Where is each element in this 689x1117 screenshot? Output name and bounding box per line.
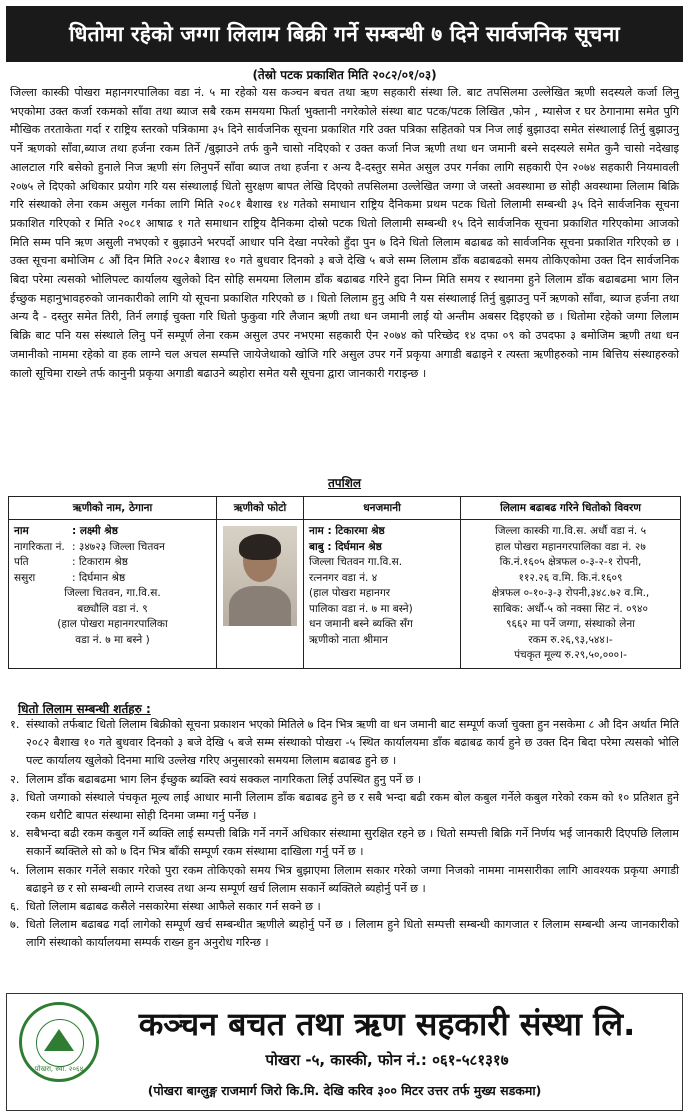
collateral-line-4: ११२.२६ व.मि. कि.नं.१६०९	[518, 571, 623, 584]
cooperative-logo-icon	[19, 1002, 99, 1082]
condition-text: सबैभन्दा बढी रकम कबुल गर्ने ब्यक्ति लाई सम्पत्ती बिक्रि गर्ने नगर्ने अधिकार संस्थामा सुरक्षित रहने छ । धितो सम्पत्ती बिक्रि गर्ने निर्णय भई जानकारी दिएपछि लिलाम सकार्ने ब्यक्तिले सो को ७ दिन भित्र बाँकी सम्पूर्ण रकम संस्थामा दाखिला गर्नु पर्ने छ ।	[26, 827, 679, 859]
conditions-heading: धितो लिलाम सम्बन्धी शर्तहरु :	[18, 702, 151, 716]
husband-value: : टिकाराम श्रेष्ठ	[72, 556, 128, 568]
collateral-line-7: ९६६२ मा पर्ने जग्गा, संस्थाको लेना	[506, 618, 635, 630]
list-item	[10, 898, 679, 916]
guarantor-father: : दिर्घमान श्रेष्ठ	[327, 540, 382, 553]
collateral-line-6: साबिक: अर्धौ-५ को नक्सा सिट नं. ०९४०	[493, 602, 648, 615]
borrower-name-label: नाम	[14, 525, 29, 537]
borrower-cell	[9, 520, 217, 669]
condition-text: धितो जग्गाको संस्थाले पंचकृत मूल्य लाई आधार मानी लिलाम डाँक बढाबढ हुने छ र सबै भन्दा बढी रकम बोल कबुल गर्नेले कबुल गरेको रकम को १० प्रतिशत हुने रकम धरौटि बापत संस्थामा सोही दिनमा जम्मा गर्नु पर्नेछ ।	[26, 790, 679, 823]
list-item	[10, 862, 679, 898]
logo-text: पोखरा, स्था. २०६४	[34, 1065, 84, 1073]
borrower-name-row	[14, 524, 211, 540]
guarantor-line-5: धन जमानी बस्ने ब्यक्ति सँग	[309, 618, 413, 630]
guarantor-name-row	[309, 524, 455, 540]
husband-label: पति	[14, 556, 29, 568]
father-in-law-label: ससुरा	[14, 571, 36, 584]
photo-cell	[217, 520, 304, 669]
guarantor-cell	[304, 520, 461, 669]
condition-number: ५.	[10, 863, 20, 877]
guarantor-line-4: पालिका वडा नं. ७ मा बस्ने)	[309, 602, 413, 615]
list-item	[10, 916, 679, 952]
guarantor-line-6: ऋणीको नाता श्रीमान	[309, 633, 388, 646]
guarantor-father-row	[309, 540, 455, 556]
borrower-father-in-law-row	[14, 571, 211, 587]
collateral-line-2: हाल पोखरा महानगरपालिका वडा नं. २७	[495, 540, 646, 553]
organization-address: पोखरा -५, कास्की, फोन नं.: ०६१-५८१३१७	[265, 1051, 509, 1069]
guarantor-line-2: रत्ननगर वडा नं. ४	[309, 571, 378, 584]
borrower-name: : लक्ष्मी श्रेष्ठ	[72, 525, 118, 537]
citizenship-label: नागरिकता नं.	[14, 540, 65, 553]
borrower-address-1: जिल्ला चितवन, गा.वि.स.	[64, 587, 161, 599]
condition-number: ४.	[10, 827, 20, 841]
table-header-row	[9, 497, 681, 520]
collateral-line-5: क्षेत्रफल ०-१०-३-३ रोपनी,३४८.७२ व.मि.,	[491, 587, 650, 599]
collateral-cell	[461, 520, 681, 669]
borrower-address-3: (हाल पोखरा महानगरपालिका	[57, 618, 168, 630]
condition-text: धितो लिलाम बढाबढ गर्दा लागेको सम्पूर्ण खर्च सम्बन्धीत ऋणीले ब्यहोर्नु पर्ने छ । लिलाम हुने धितो सम्पत्ती सम्बन्धी कागजात र लिलाम सम्बन्धी अन्य जानकारीको लागि संस्थाको कार्यालयमा सम्पर्क राख्न हुन अनुरोध गरिन्छ ।	[26, 918, 679, 950]
condition-text: धितो लिलाम बढाबढ कसैले नसकारेमा संस्था आफैले सकार गर्न सक्ने छ ।	[26, 900, 321, 914]
condition-number: २.	[10, 772, 20, 786]
collateral-line-1: जिल्ला कास्की गा.वि.स. अर्धौ वडा नं. ५	[494, 525, 647, 537]
condition-text: लिलाम डाँक बढाबढमा भाग लिन ईच्छुक ब्यक्ति स्वयं सक्कल नागरिकता लिई उपस्थित हुनु पर्ने छ ।	[26, 772, 422, 786]
collateral-line-9: पंचकृत मूल्य रु.२९,५०,०००।-	[514, 649, 627, 661]
borrower-address-2: बछ्यौलि वडा नं. ९	[77, 602, 148, 615]
borrower-photo	[223, 526, 297, 626]
collateral-line-3: कि.नं.१६०५ क्षेत्रफल ०-३-२-१ रोपनी,	[499, 556, 642, 568]
header-borrower: ऋणीको नाम, ठेगाना	[9, 497, 217, 520]
guarantor-name: : टिकारमा श्रेष्ठ	[327, 525, 385, 537]
header-photo: ऋणीको फोटो	[217, 497, 304, 520]
details-heading: तपशिल	[327, 476, 362, 490]
details-table	[8, 496, 681, 669]
header-collateral: लिलाम बढाबढ गरिने धितोको विवरण	[461, 497, 681, 520]
list-item	[10, 771, 679, 789]
condition-number: ३.	[10, 790, 20, 804]
guarantor-line-3: (हाल पोखरा महानगर	[309, 587, 391, 599]
guarantor-name-label: नाम	[309, 525, 324, 537]
condition-number: ६.	[10, 900, 20, 914]
condition-text: संस्थाको तर्फबाट धितो लिलाम बिक्रीको सूचना प्रकाशन भएको मितिले ७ दिन भित्र ऋणी वा धन जमानी बाट सम्पूर्ण कर्जा चुक्ता हुन नसकेमा ८ औ दिन अर्थात मिति २०८२ बैशाख १० गते बुधवार दिनको ३ बजे देखि ५ बजे सम्म संस्थाको पोखरा -५ स्थित कार्यालयमा डाँक बढाबढ कार्य हुने छ उक्त दिन बिदा परेमा त्यसको भोलि पल्ट कार्यालय खुलेको दिनमा माथि उल्लेख गरिए अनुसारको समयमा लिलाम बढाबढ हुने छ ।	[26, 718, 679, 768]
notice-title: धितोमा रहेको जग्गा लिलाम बिक्री गर्ने सम्बन्धी ७ दिने सार्वजनिक सूचना	[6, 6, 683, 62]
notice-body: जिल्ला कास्की पोखरा महानगरपालिका वडा नं. ५ मा रहेको यस कञ्चन बचत तथा ऋण सहकारी संस्था लि. बाट तपसिलमा उल्लेखित ऋणी सदस्यले कर्जा लिनु भएकोमा उक्त कर्जा रकमको साँवा तथा ब्याज सबै रकम समयमा फिर्ता भुक्तानी नगरेकोले संस्था बाट पटक/पटक लिखित ,फोन , म्यासेज र घर ठेगानामा समेत पुगि मौखिक तरताकेता गर्दा र राष्ट्रिय स्तरको पत्रिकामा ३५ दिने सार्वजनिक सूचना प्रकाशित गरि उक्त पत्रिका सहितको पत्र निज लाई बुझाउदा समेत संस्थालाई तिर्नु बुझाउनु पर्ने ऋणको साँवा,ब्याज तथा हर्जना रकम तिर्ने /बुझाउने तर्फ कुनै चासो नदिएको र उक्त कर्जा निज ऋणी तथा धन जमानी बस्ने सदस्यले समेत कुनै चासो नदेखाइ आलटाल गरि बसेको हुनाले निज ऋणी संग लिनुपर्ने साँवा ब्याज तथा हर्जना र अन्य दै-दस्तुर समेत असुल उपर गर्नका लागि सहकारी ऐन २०७४ सहकारी नियमावली २०७५ ले दिएको अधिकार प्रयोग गरि यस संस्थालाई धितो सुरक्षण बापत लेखि दिएको तपसिलमा उल्लेखित जग्गा जे जस्तो अवस्थामा छ सोही अवस्थामा लिलाम बिक्रि गरि संस्थाको लेना रकम असुल गर्नका लागि मिति २०८१ बैशाख १४ गतेको समाधान राष्ट्रिय दैनिकमा प्रथम पटक धितो लिलामी सम्बन्धी ३५ दिने सार्वजनिक सूचना प्रकाशित गरिएको र मिति २०८१ आषाढ १ गते समाधान राष्ट्रिय दैनिकमा दोस्रो पटक धितो लिलामी सम्बन्धी १५ दिने सार्वजनिक सूचना प्रकाशित गरिएकोमा आजको मिति सम्म पनि ऋण असुली नभएको र बुझाउने भरपर्दो आधार पनि देखा नपरेको हुँदा पुन ७ दिने धितो लिलाम बढाबढ को सार्वजनिक सूचना प्रकाशित गरिएको छ । उक्त सूचना बमोजिम ८ औं दिन मिति २०८२ बैशाख १० गते बुधवार दिनको ३ बजे देखि ५ बजे सम्म लिलाम डाँक बढाबढको समय तोकिएकोमा उक्त दिन सार्वजनिक बिदा परेमा त्यसको भोलिपल्ट कार्यालय खुलेको दिन सोहि समयमा लिलाम डाँक बढाबढ गरिने हुदा निम्न मिति समय र स्थानमा हुने लिलाम डाँक बढाबढमा भाग लिन ईच्छुक महानुभावहरुको जानकारीको लागि यो सूचना प्रकाशित गरिएको छ । धितो लिलाम हुनु अघि नै यस संस्थालाई तिर्नु बुझाउनु पर्ने ऋणको साँवा, ब्याज हर्जना तथा अन्य दै - दस्तुर समेत तिरी, तिर्न लगाई चुक्ता गरि धितो फुकुवा गरि लैजान ऋणी तथा धन जमानी लाई यो अन्तीम अबसर दिइएको छ । धितोमा रहेको जग्गा लिलाम बिक्रि बाट पनि यस संस्थाले लिनु पर्ने सम्पूर्ण लेना रकम असुल उपर नभएमा सहकारी ऐन २०७४ को परिच्छेद १४ दफा ०९ को उपदफा ३ बमोजिम ऋणी तथा धन जमानीको नाममा रहेको वा हक लाग्ने चल अचल सम्पत्ति जायेजेथाको खोजि गरि असुल उपर गर्ने प्रकृया अगाडी बढाइने र त्यस्ता ऋणीहरुको नाम बित्तिय संस्थाहरुको कालो सूचिमा राख्ने तर्फ कानुनी प्रकृया अगाडी बढाउने ब्यहोरा समेत यसै सूचना द्वारा जानकारी गराइन्छ ।	[10, 86, 679, 380]
guarantor-father-label: बाबु	[309, 540, 324, 553]
table-row	[9, 520, 681, 669]
condition-number: ७.	[10, 918, 20, 932]
organization-name: कञ्चन बचत तथा ऋण सहकारी संस्था लि.	[138, 1005, 636, 1043]
organization-location: (पोखरा बाग्लुङ्ग राजमार्ग जिरो कि.मि. देखि करिव ३०० मिटर उत्तर तर्फ मुख्य सडकमा)	[147, 1083, 542, 1098]
guarantor-line-1: जिल्ला चितवन गा.वि.स.	[309, 556, 403, 568]
header-guarantor: धनजमानी	[304, 497, 461, 520]
condition-text: लिलाम सकार गर्नेले सकार गरेको पुरा रकम तोकिएको समय भित्र बुझाएमा लिलाम सकार गरेको जग्गा निजको नाममा नामसारीका लागि आवश्यक प्रकृया अगाडी बढाइने छ र सो सम्बन्धी लाग्ने राजस्व तथा अन्य सम्पूर्ण खर्च लिलाम सकार्ने ब्यक्तिले ब्यहोर्नु पर्ने छ ।	[26, 863, 679, 895]
publication-date: (तेस्रो पटक प्रकाशित मिति २०८२/०१/०३)	[252, 68, 437, 82]
list-item	[10, 716, 679, 771]
borrower-citizenship-row	[14, 540, 211, 556]
borrower-husband-row	[14, 555, 211, 571]
father-in-law-value: : दिर्घमान श्रेष्ठ	[72, 571, 126, 584]
condition-number: १.	[10, 718, 20, 731]
footer-banner	[6, 993, 683, 1111]
list-item	[10, 789, 679, 825]
borrower-address-4: वडा नं. ७ मा बस्ने )	[75, 633, 150, 646]
collateral-line-8: रकम रु.२६,९३,५४४।-	[528, 633, 613, 646]
list-item	[10, 825, 679, 861]
citizenship-value: : ३४७२३ जिल्ला चितवन	[72, 540, 165, 553]
conditions-list	[10, 716, 679, 953]
